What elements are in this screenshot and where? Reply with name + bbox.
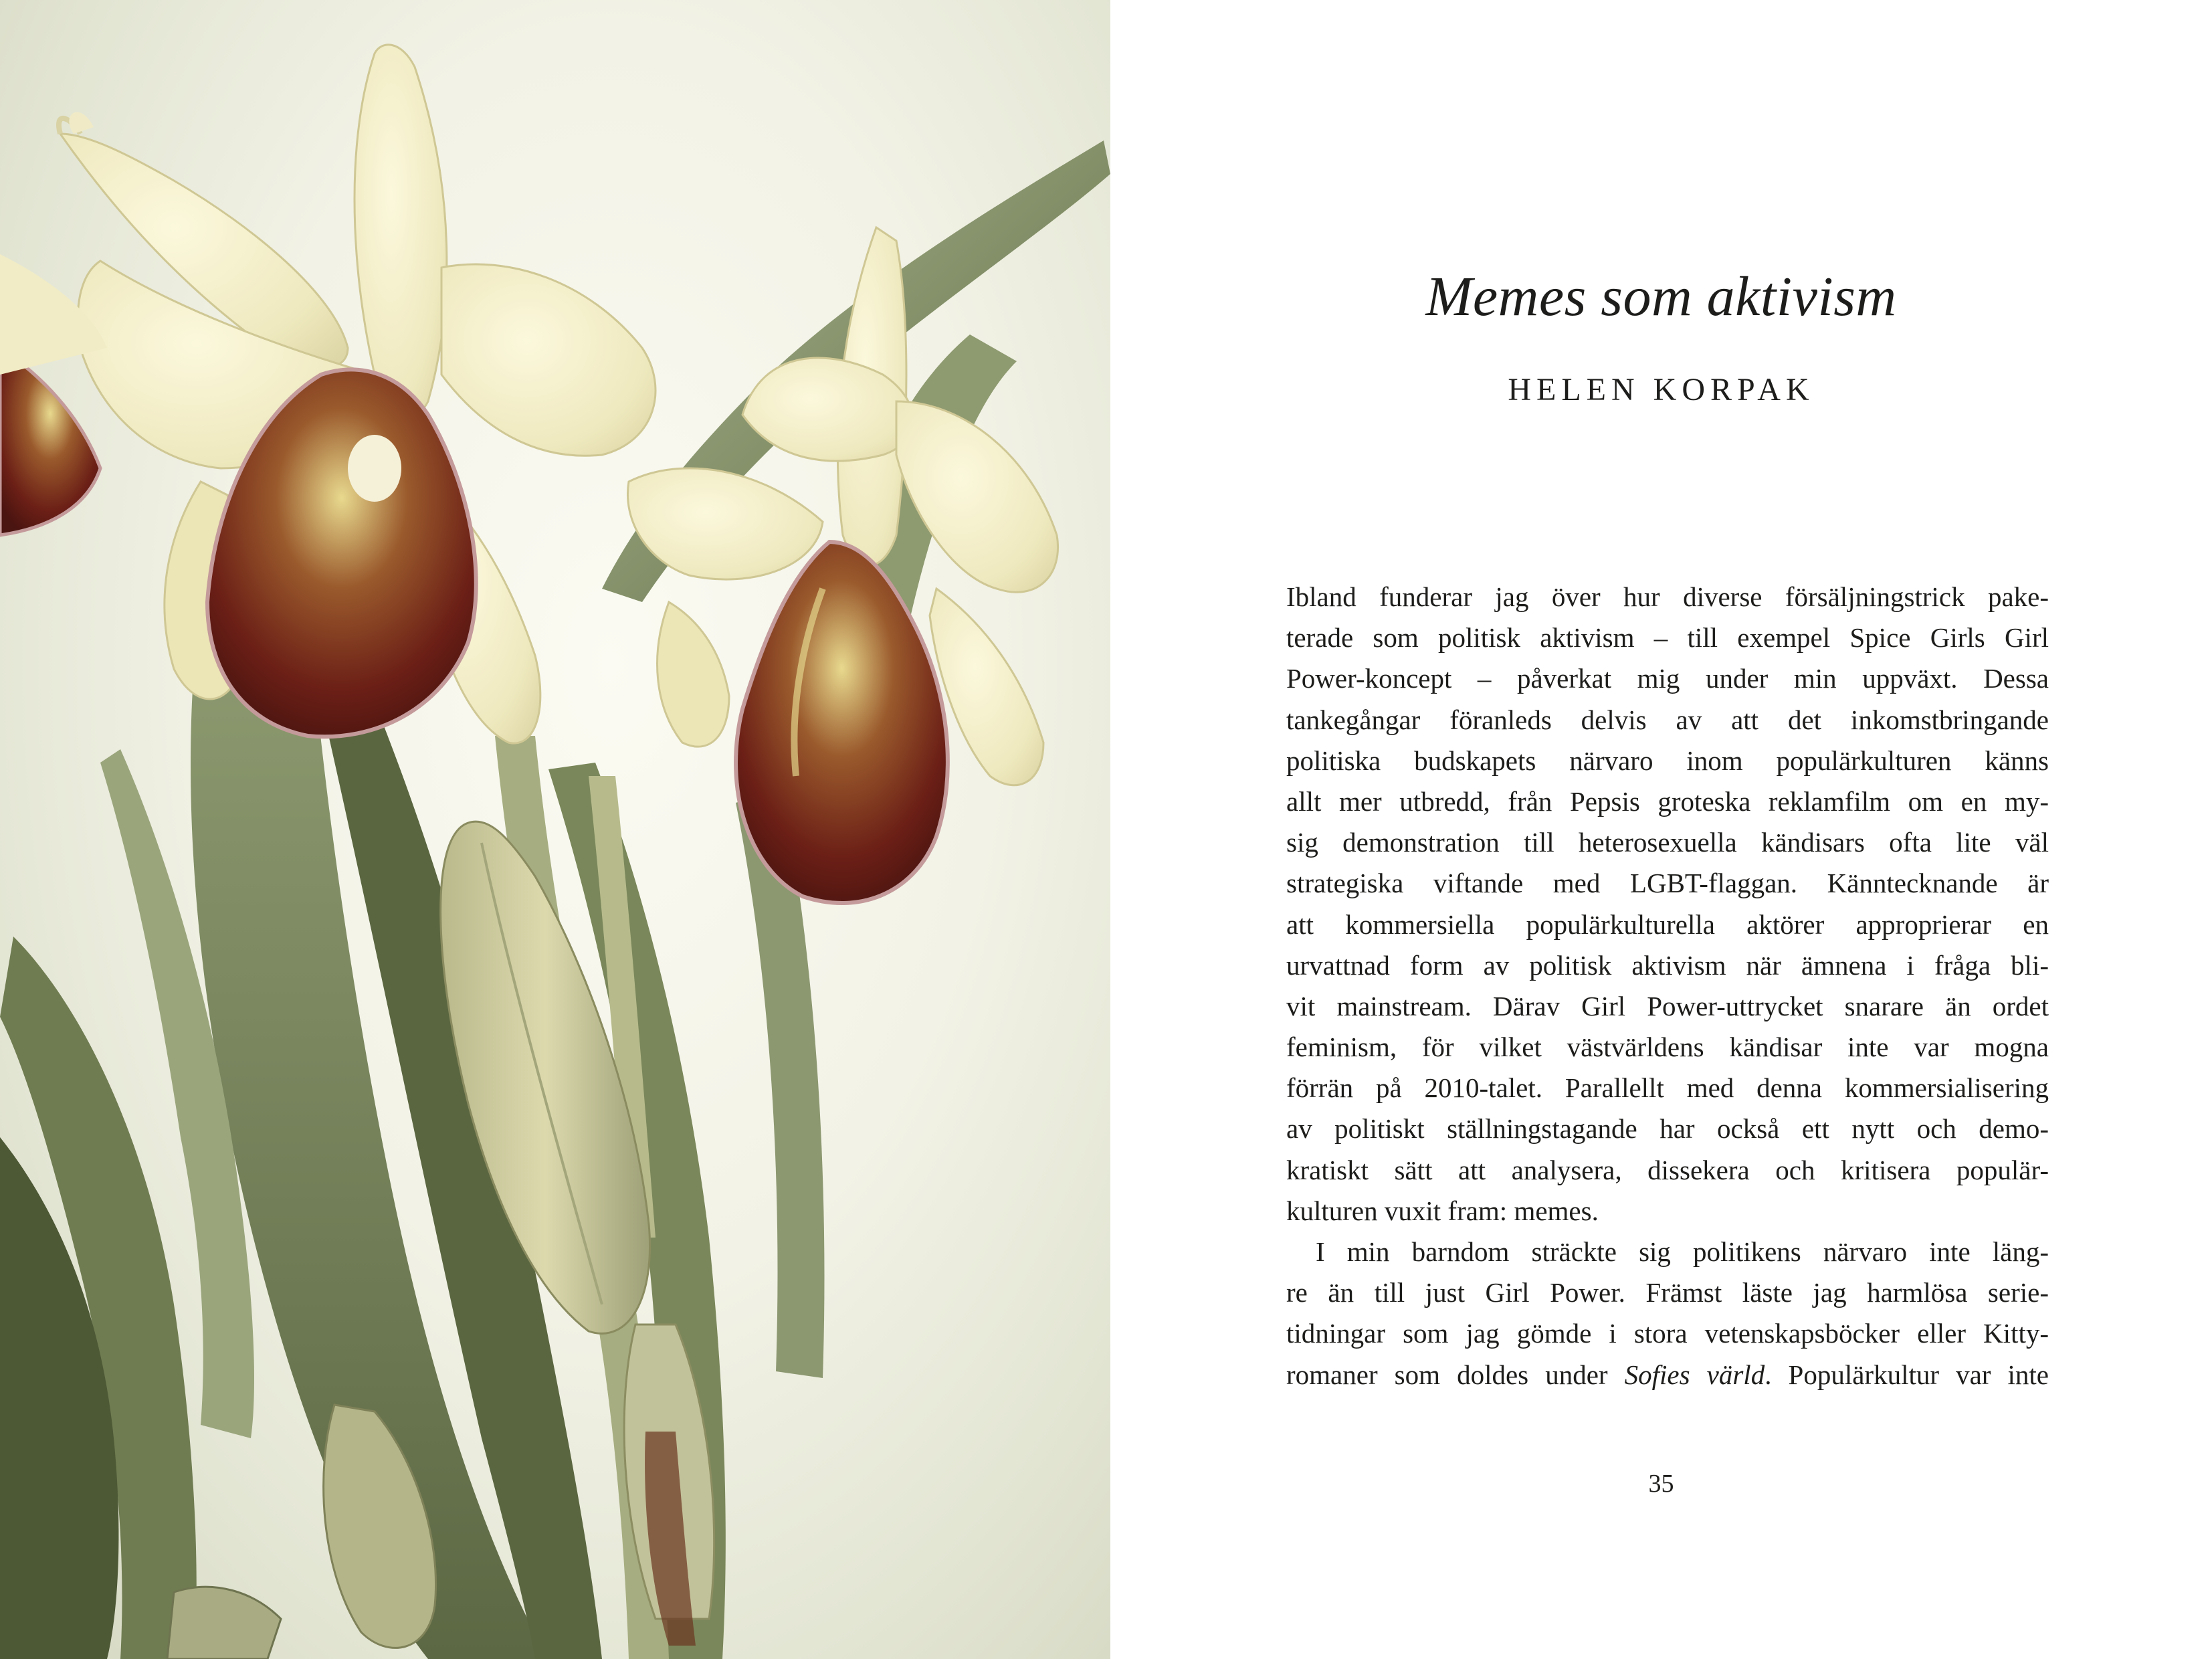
text-line: tidningar som jag gömde i stora vetenskapsböcker eller Kitty- [1286,1318,2049,1349]
text-line: feminism, för vilket västvärldens kändisar inte var mogna [1286,1032,2049,1063]
text-line: terade som politisk aktivism – till exempel Spice Girls Girl [1286,622,2049,654]
text-line: förrän på 2010-talet. Parallellt med denna kommersialisering [1286,1072,2049,1104]
right-page [1110,0,2212,1659]
body-text [1286,577,2049,1395]
text-line: vit mainstream. Därav Girl Power-uttrycket snarare än ordet [1286,990,2049,1021]
chapter-title: Memes som aktivism [1425,266,1897,328]
book-title-italic: Sofies värld [1624,1359,1765,1390]
text-line: tankegångar föranleds delvis av att det inkomstbringande [1286,704,2049,735]
text-line: politiska budskapets närvaro inom populärkulturen känns [1286,745,2049,776]
text-line: urvattnad form av politisk aktivism när ämnena i fråga bli- [1286,949,2049,981]
text-line-last [1286,1355,2049,1395]
text-segment: romaner som doldes under [1286,1359,1625,1390]
text-line: kratiskt sätt att analysera, dissekera och kritisera populär- [1286,1154,2049,1185]
text-line: av politiskt ställningstagande har också ett nytt och demo- [1286,1113,2049,1145]
text-line: allt mer utbredd, från Pepsis groteska reklamfilm om en my- [1286,785,2049,817]
text-line: re än till just Girl Power. Främst läste jag harmlösa serie- [1286,1277,2049,1308]
page-number: 35 [1648,1470,1674,1498]
text-line: Power-koncept – påverkat mig under min uppväxt. Dessa [1286,663,2049,694]
author-name: HELEN KORPAK [1508,372,1815,407]
text-line: kulturen vuxit fram: memes. [1286,1195,1599,1226]
text-line: I min barndom sträckte sig politikens närvaro inte läng- [1316,1236,2049,1267]
text-line: strategiska viftande med LGBT-flaggan. Känntecknande är [1286,868,2049,899]
text-line: sig demonstration till heterosexuella kändisars ofta lite väl [1286,827,2049,858]
text-segment: . Populärkultur var inte [1765,1359,2049,1390]
text-line: att kommersiella populärkulturella aktörer approprierar en [1286,908,2049,940]
text-line: Ibland funderar jag över hur diverse försäljningstrick pake- [1286,581,2049,612]
